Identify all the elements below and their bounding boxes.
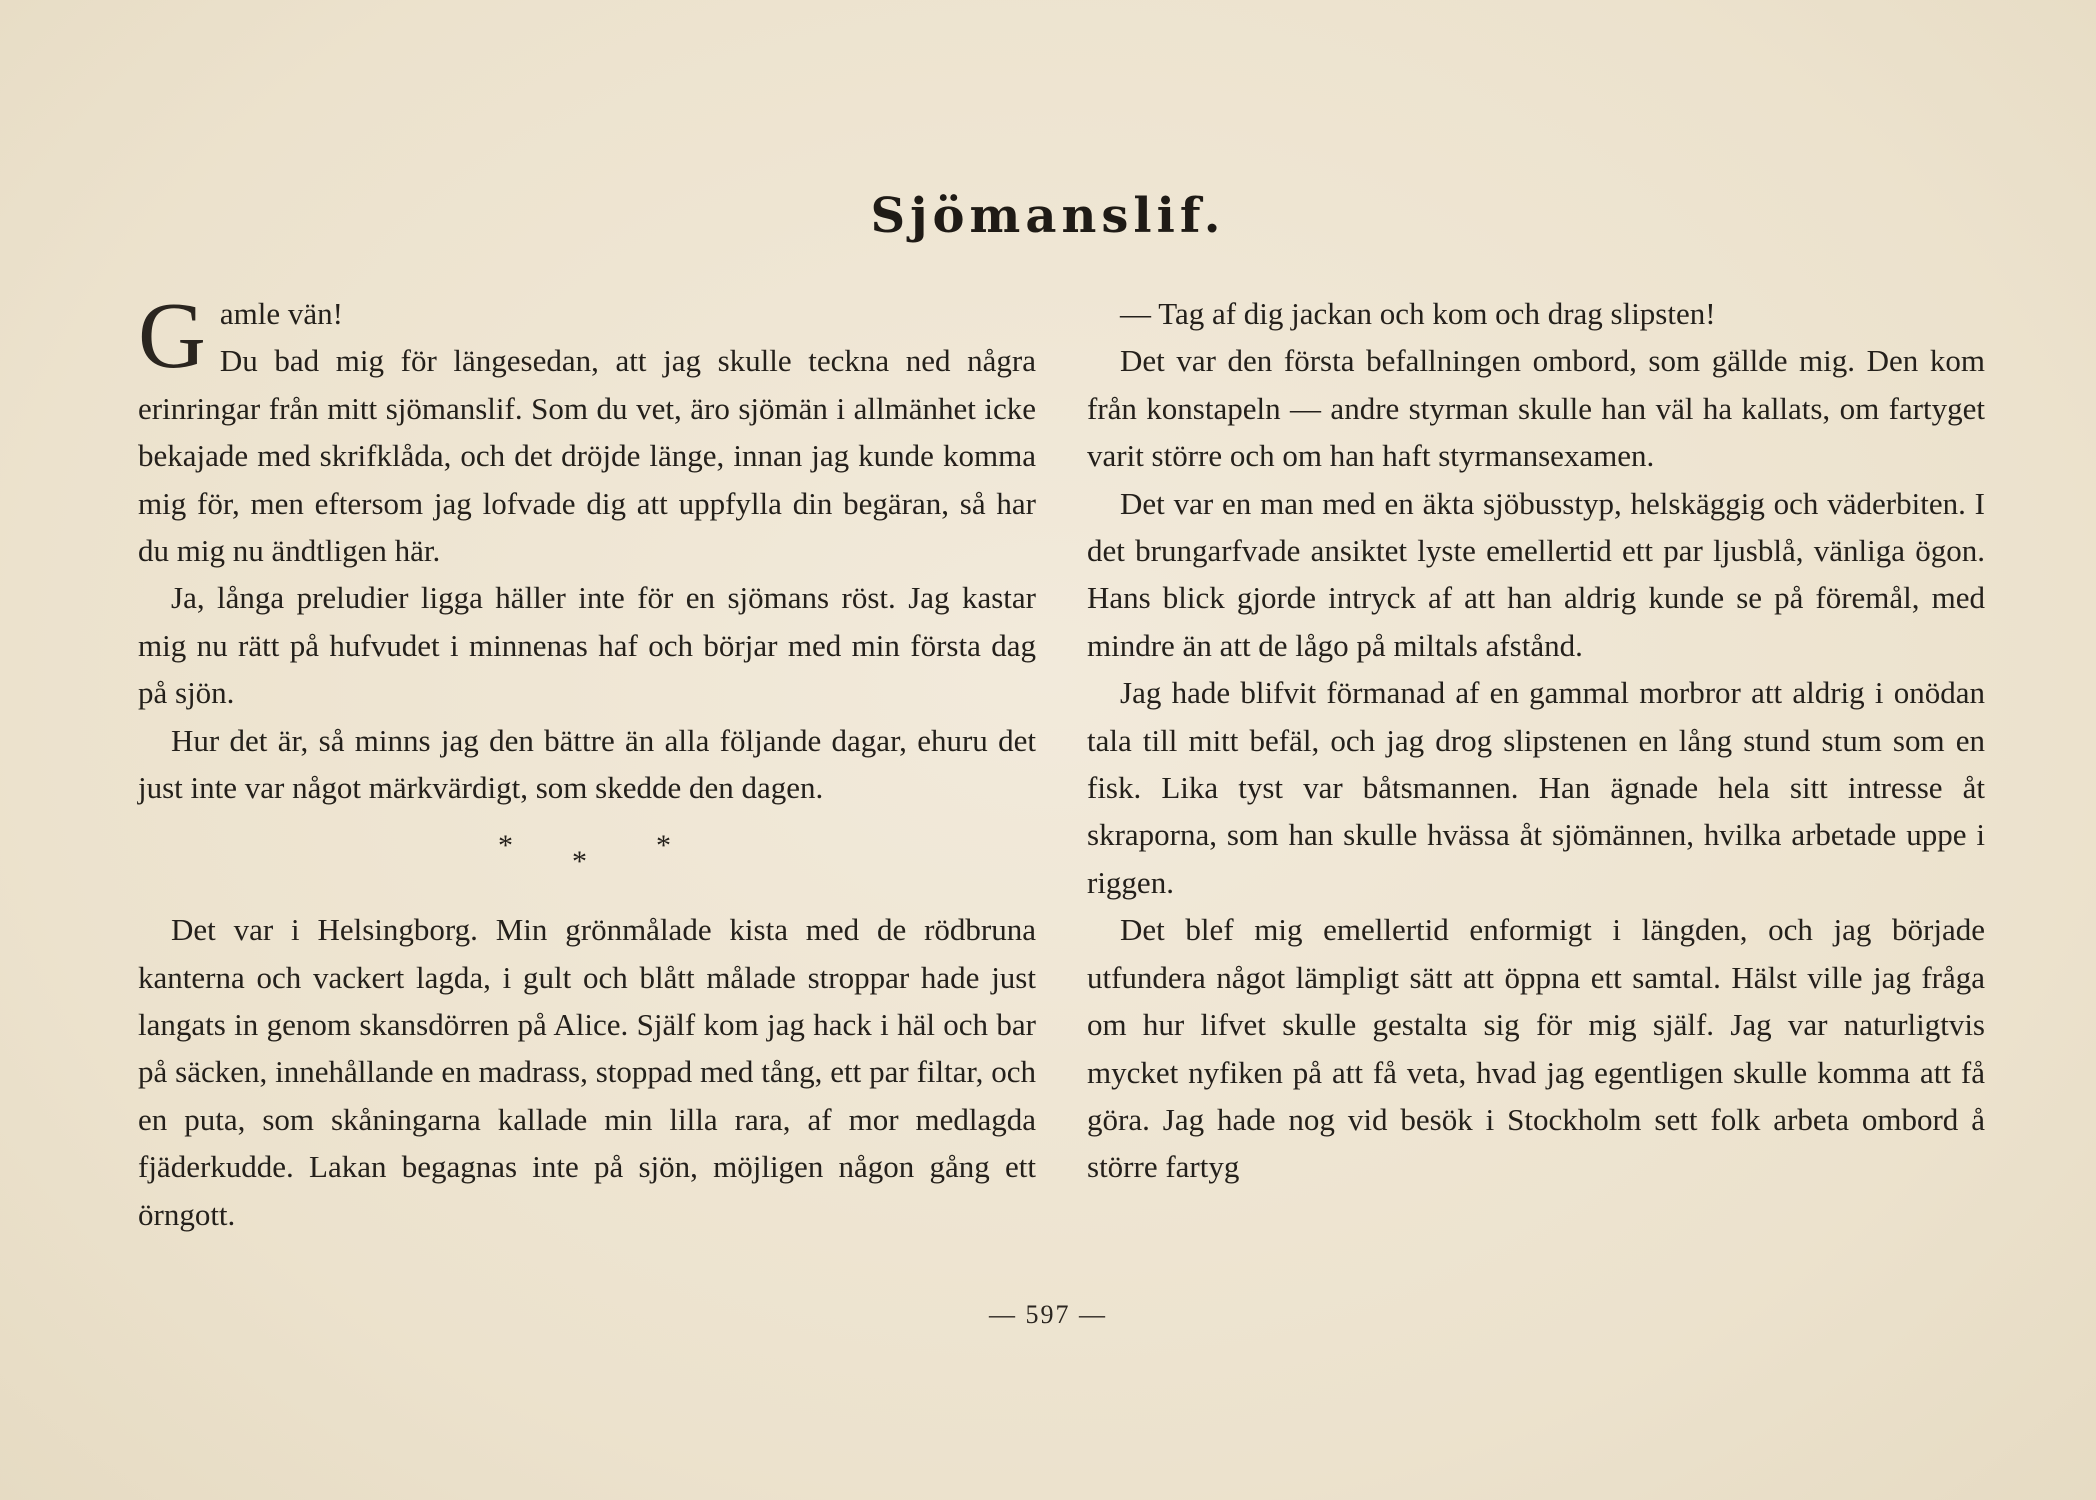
paragraph: Ja, långa preludier ligga häller inte för en sjömans röst. Jag kastar mig nu rätt på hufvudet i minnenas haf och börjar med min första dag på sjön. bbox=[138, 580, 1036, 711]
page-title: Sjömanslif. bbox=[870, 188, 1226, 244]
paragraph: Du bad mig för längesedan, att jag skulle teckna ned några erinringar från mitt sjömanslif. Som du vet, äro sjömän i allmänhet icke bekajade med skrifklåda, och det dröjde länge, innan jag kunde komma mig för, men eftersom jag lofvade dig att uppfylla din begäran, så har du mig nu ändtligen här. bbox=[138, 343, 1036, 569]
paragraph: Jag hade blifvit förmanad af en gammal morbror att aldrig i onödan tala till mitt befäl, och jag drog slipstenen en lång stund stum som en fisk. Lika tyst var båtsmannen. Han ägnade hela sitt intresse åt skraporna, som han skulle hvässa åt sjömännen, hvilka arbetade uppe i riggen. bbox=[1087, 675, 1985, 900]
salutation: amle vän! bbox=[219, 296, 343, 331]
section-break-asterisks bbox=[138, 811, 1036, 906]
drop-cap: G bbox=[138, 284, 206, 388]
right-column bbox=[1087, 290, 1985, 1191]
asterisk: * bbox=[656, 829, 671, 863]
paragraph: Det var i Helsingborg. Min grönmålade kista med de rödbruna kanterna och vackert lagda, i gult och blått målade stroppar hade just langats in genom skansdörren på Alice. Själf kom jag hack i häl och bar på säcken, innehållande en madrass, stoppad med tång, ett par filtar, och en puta, som skåningarna kallade min lilla rara, af mor medlagda fjäderkudde. Lakan begagnas inte på sjön, möjligen någon gång ett örngott. bbox=[138, 912, 1036, 1232]
opening-paragraph bbox=[138, 284, 1036, 574]
paragraph: Det var den första befallningen ombord, som gällde mig. Den kom från konstapeln — andre styrman skulle han väl ha kallats, om fartyget varit större och om han haft styrmansexamen. bbox=[1087, 343, 1985, 474]
paragraph: Hur det är, så minns jag den bättre än alla följande dagar, ehuru det just inte var något märkvärdigt, som skedde den dagen. bbox=[138, 722, 1036, 806]
page-number: — 597 — bbox=[989, 1300, 1107, 1329]
paragraph: Det var en man med en äkta sjöbusstyp, helskäggig och väderbiten. I det brungarfvade ansiktet lyste emellertid ett par ljusblå, vänliga ögon. Hans blick gjorde intryck af att han aldrig kunde se på föremål, med mindre än att de lågo på miltals afstånd. bbox=[1087, 485, 1985, 663]
asterisk: * bbox=[498, 829, 513, 863]
paragraph: — Tag af dig jackan och kom och drag slipsten! bbox=[1120, 296, 1716, 331]
left-column bbox=[138, 284, 1036, 1238]
asterisk: * bbox=[572, 845, 587, 879]
paragraph: Det blef mig emellertid enformigt i längden, och jag började utfundera något lämpligt sätt att öppna ett samtal. Hälst ville jag fråga om hur lifvet skulle gestalta sig för mig själf. Jag var naturligtvis mycket nyfiken på att få veta, hvad jag egentligen skulle komma att få göra. Jag hade nog vid besök i Stockholm sett folk arbeta ombord å större fartyg bbox=[1087, 912, 1985, 1185]
